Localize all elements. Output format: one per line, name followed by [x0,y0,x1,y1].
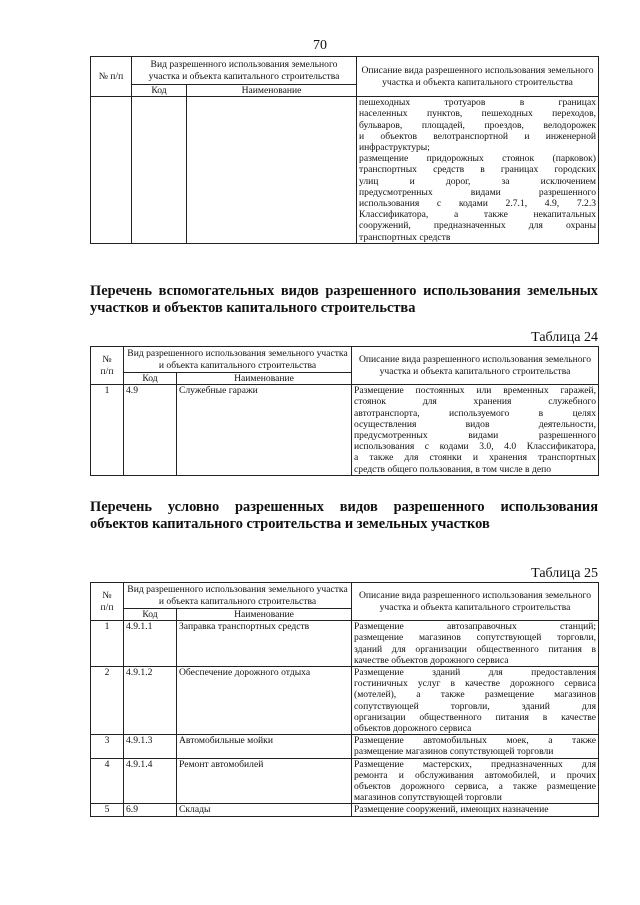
row-num: 1 [91,385,124,476]
description-line: размещение магазинов сопутствующей торговли [354,746,554,758]
table25-label: Таблица 25 [531,566,598,581]
description-line: гостиничных услуг в качестве дорожного сервиса [354,678,597,690]
row-description [352,804,599,816]
description-line: стоянок для хранения служебного [354,396,597,408]
row-num: 1 [91,621,124,667]
table-row [91,621,599,667]
description-line: магазинов сопутствующей торговли [354,792,502,804]
row-code: 6.9 [124,804,177,816]
description-line: использования с кодами 3.0, 4.0 Классификатора, [354,441,597,453]
description-line: Размещение постоянных или временных гаражей, [354,385,597,397]
row-description [352,735,599,758]
row-name: Ремонт автомобилей [177,758,352,804]
page-number: 70 [313,38,327,53]
description-line: автотранспорта, используемого в целях [354,407,597,419]
description-line: качестве объектов дорожного сервиса [354,654,509,666]
table24-label: Таблица 24 [531,330,598,345]
description-line: пешеходных тротуаров в границах [359,97,597,109]
table-row [91,667,599,735]
row-description [352,385,599,476]
row-num: 4 [91,758,124,804]
row-name: Заправка транспортных средств [177,621,352,667]
description-line: предусмотренных видами разрешенного [354,430,597,442]
row-name: Автомобильные мойки [177,735,352,758]
description-line: улиц и дорог, за исключением [359,175,597,187]
row-num: 5 [91,804,124,816]
row-description [352,758,599,804]
header-code: Код [124,609,177,621]
description-line: организации общественного питания в качестве [354,711,597,723]
description-line: зданий для организации общественного питания в [354,643,597,655]
description-line: транспортных средств в границах городских [359,164,597,176]
description-line: транспортных средств [359,231,451,243]
description-line: (мотелей), а также размещение магазинов [354,689,597,701]
header-name: Наименование [177,609,352,621]
description-line: сопутствующей торговли, зданий для [354,700,597,712]
description-line: населенных пунктов, пешеходных переходов, [359,108,597,120]
continuation-description [357,97,599,244]
description-line: Размещение автомобильных моек, а также [354,735,597,747]
header-code: Код [124,373,177,385]
row-num: 2 [91,667,124,735]
table-row [91,735,599,758]
header-vid-group: Вид разрешенного использования земельного участка и объекта капитального строительства [124,347,352,373]
description-line: и объектов велотранспортной и инженерной [359,130,597,142]
header-num: № п/п [91,57,132,97]
header-vid-group: Вид разрешенного использования земельного участка и объекта капитального строительства [132,57,357,85]
row-description [352,667,599,735]
continuation-table [90,56,599,244]
row-code: 4.9.1.4 [124,758,177,804]
header-num-stacked: № п/п [91,583,124,621]
row-name: Обеспечение дорожного отдыха [177,667,352,735]
row-code: 4.9.1.1 [124,621,177,667]
row-num: 3 [91,735,124,758]
table-row [91,758,599,804]
description-line: Размещение автозаправочных станций; [354,621,597,633]
description-line: размещение магазинов сопутствующей торговли, [354,632,597,644]
description-line: Классификатора, а также некапитальных [359,209,597,221]
description-line: бульваров, площадей, проездов, велодорожек [359,119,597,131]
description-line: средств общего пользования, в том числе в депо [354,463,552,475]
table-row [91,385,599,476]
description-line: размещение придорожных стоянок (парковок) [359,153,597,165]
table-25 [90,582,599,817]
row-description [352,621,599,667]
header-description: Описание вида разрешенного использования земельного участка и объекта капитального строительства [357,57,599,97]
header-num-stacked: № п/п [91,347,124,385]
header-description: Описание вида разрешенного использования земельного участка и объекта капитального строительства [352,583,599,621]
row-name: Склады [177,804,352,816]
description-line: Размещение мастерских, предназначенных для [354,758,597,770]
description-line: использования с кодами 2.7.1, 4.9, 7.2.3 [359,198,597,210]
heading-auxiliary: Перечень вспомогательных видов разрешенного использования земельных участков и объектов капитального строительства [90,283,598,316]
description-line: сооружений, предназначенных для охраны [359,220,597,232]
heading-conditional: Перечень условно разрешенных видов разрешенного использования объектов капитального строительства и земельных участков [90,499,598,532]
header-description: Описание вида разрешенного использования земельного участка и объекта капитального строительства [352,347,599,385]
header-name: Наименование [177,373,352,385]
description-line: ремонта и обслуживания автомобилей, и прочих [354,769,597,781]
row-code: 4.9 [124,385,177,476]
table-row [91,804,599,816]
description-line: осуществления видов деятельности, [354,418,597,430]
header-vid-group: Вид разрешенного использования земельного участка и объекта капитального строительства [124,583,352,609]
description-line: инфраструктуры; [359,142,430,154]
header-name: Наименование [187,85,357,97]
row-code: 4.9.1.2 [124,667,177,735]
description-line: а также для стоянки и хранения транспортных [354,452,597,464]
description-line: Размещение зданий для предоставления [354,667,597,679]
description-line: предусмотренных видами разрешенного [359,186,597,198]
description-line: объектов дорожного сервиса, а также размещение [354,781,597,793]
table-24 [90,346,599,476]
row-name: Служебные гаражи [177,385,352,476]
description-line: объектов дорожного сервиса [354,723,472,735]
header-code: Код [132,85,187,97]
row-code: 4.9.1.3 [124,735,177,758]
description-line: Размещение сооружений, имеющих назначение [354,804,549,816]
